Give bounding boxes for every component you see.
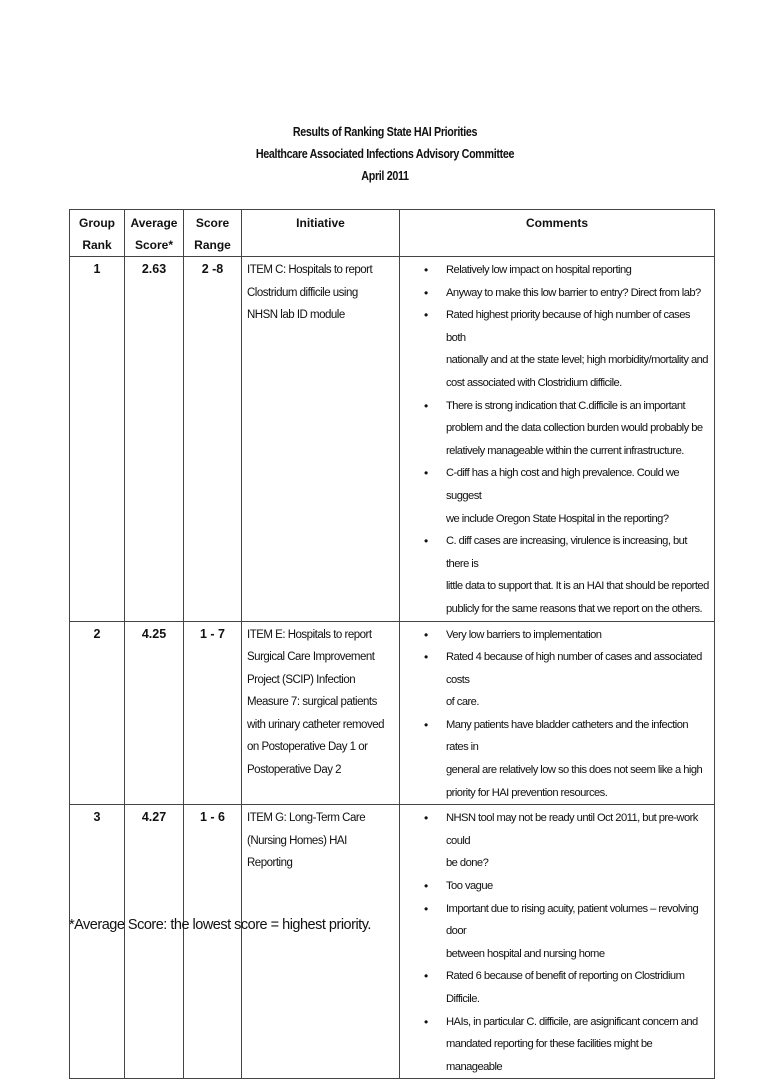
comments-list xyxy=(400,257,714,621)
comment-line: general are relatively low so this does not seem like a high xyxy=(446,764,703,777)
comment-item xyxy=(400,875,710,898)
comment-line: • HAIs, in particular C. difficile, are asignificant concern and xyxy=(446,1015,698,1028)
comment-line: cost associated with Clostridium difficile. xyxy=(446,376,622,389)
table-header-row xyxy=(70,210,715,257)
comment-item xyxy=(400,624,710,647)
comment-line: • C-diff has a high cost and high prevalence. Could we suggest xyxy=(446,467,680,502)
header-initiative: Initiative xyxy=(242,210,400,257)
comment-line: • Many patients have bladder catheters and the infection rates in xyxy=(446,718,689,754)
group-rank-cell: 2 xyxy=(70,621,125,805)
comments-cell xyxy=(400,621,715,805)
comment-line: problem and the data collection burden would probably be xyxy=(446,422,703,435)
comment-line: mandated reporting for these facilities might be manageable xyxy=(446,1038,653,1073)
score-range-cell: 1 - 6 xyxy=(184,805,242,1079)
document-date: April 2011 xyxy=(361,169,409,183)
comment-line: • Important due to rising acuity, patient volumes – revolving door xyxy=(446,902,699,938)
comment-line: little data to support that. It is an HAI that should be reported xyxy=(446,580,709,593)
comment-line: • Anyway to make this low barrier to entry? Direct from lab? xyxy=(446,286,701,299)
comment-line: be done? xyxy=(446,857,489,870)
header-score-range: Score Range xyxy=(184,210,242,257)
initiative-cell xyxy=(242,805,400,1079)
comments-cell xyxy=(400,805,715,1079)
initiative-line: (Nursing Homes) HAI xyxy=(247,834,347,847)
header-average-score: Average Score* xyxy=(125,210,184,257)
comment-line: between hospital and nursing home xyxy=(446,947,605,960)
initiative-line: Surgical Care Improvement xyxy=(247,651,375,664)
footnote: *Average Score: the lowest score = highest priority. xyxy=(69,917,371,933)
comment-item xyxy=(400,304,710,394)
comment-item xyxy=(400,530,710,620)
comments-list xyxy=(400,622,714,805)
comment-line: priority for HAI prevention resources. xyxy=(446,786,608,799)
comment-line: relatively manageable within the current infrastructure. xyxy=(446,444,684,457)
comments-list xyxy=(400,805,714,1078)
initiative-line: with urinary catheter removed xyxy=(247,718,384,731)
group-rank-cell: 1 xyxy=(70,257,125,622)
group-rank-cell: 3 xyxy=(70,805,125,1079)
average-score-cell: 2.63 xyxy=(125,257,184,622)
comment-line: • Too vague xyxy=(446,880,493,893)
comment-item xyxy=(400,965,710,1010)
initiative-line: Reporting xyxy=(247,857,293,870)
document-subtitle: Healthcare Associated Infections Advisory Committee xyxy=(255,147,515,161)
comment-item xyxy=(400,898,710,966)
comment-line: • Rated 4 because of high number of cases and associated costs xyxy=(446,651,702,686)
comment-line: • C. diff cases are increasing, virulence is increasing, but there is xyxy=(446,535,687,570)
priorities-table xyxy=(69,209,715,1079)
header-group-rank: Group Rank xyxy=(70,210,125,257)
comments-cell xyxy=(400,257,715,622)
initiative-line: Postoperative Day 2 xyxy=(247,764,342,777)
document-title: Results of Ranking State HAI Priorities xyxy=(292,125,478,139)
initiative-line: Clostridum difficile using xyxy=(247,286,358,299)
score-range-cell: 2 -8 xyxy=(184,257,242,622)
comment-line: we include Oregon State Hospital in the reporting? xyxy=(446,512,669,525)
comment-line: publicly for the same reasons that we report on the others. xyxy=(446,602,703,615)
initiative-line: ITEM E: Hospitals to report xyxy=(247,628,372,641)
table-row xyxy=(70,805,715,1079)
comment-line: • There is strong indication that C.difficile is an important xyxy=(446,399,686,412)
score-range-cell: 1 - 7 xyxy=(184,621,242,805)
initiative-line: ITEM G: Long-Term Care xyxy=(247,812,366,825)
header-comments: Comments xyxy=(400,210,715,257)
average-score-cell: 4.25 xyxy=(125,621,184,805)
comment-line: nationally and at the state level; high morbidity/mortality and xyxy=(446,354,708,367)
comment-line: • Rated highest priority because of high number of cases both xyxy=(446,309,690,344)
initiative-line: ITEM C: Hospitals to report xyxy=(247,264,373,276)
comment-line: • Relatively low impact on hospital reporting xyxy=(446,264,632,276)
table-row xyxy=(70,257,715,622)
comment-line: • Rated 6 because of benefit of reporting on Clostridium Difficile. xyxy=(446,970,685,1005)
comment-item xyxy=(400,259,710,282)
comment-line: • Very low barriers to implementation xyxy=(446,628,602,641)
comment-item xyxy=(400,395,710,463)
comment-item xyxy=(400,1011,710,1079)
comment-item xyxy=(400,646,710,714)
table-row xyxy=(70,621,715,805)
comment-line: of care. xyxy=(446,696,479,709)
initiative-cell xyxy=(242,621,400,805)
comment-item xyxy=(400,462,710,530)
document-heading xyxy=(54,121,716,187)
comment-line: • NHSN tool may not be ready until Oct 2011, but pre-work could xyxy=(446,812,698,847)
comment-item xyxy=(400,282,710,305)
initiative-line: Measure 7: surgical patients xyxy=(247,696,377,709)
initiative-line: Project (SCIP) Infection xyxy=(247,673,356,686)
initiative-line: on Postoperative Day 1 or xyxy=(247,741,368,754)
comment-item xyxy=(400,807,710,875)
comment-item xyxy=(400,714,710,804)
initiative-line: NHSN lab ID module xyxy=(247,309,345,322)
average-score-cell: 4.27 xyxy=(125,805,184,1079)
initiative-cell xyxy=(242,257,400,622)
